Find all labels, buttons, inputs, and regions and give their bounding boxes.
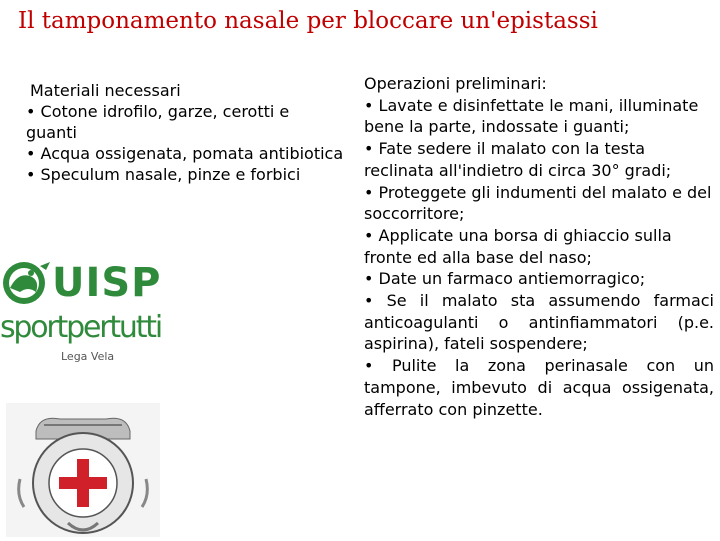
uisp-emblem-icon [0, 258, 52, 308]
list-item: • Date un farmaco antiemorragico; [364, 269, 646, 289]
preliminary-operations [364, 73, 714, 420]
list-item: • Fate sedere il malato con la testa reclinata all'indietro di circa 30° gradi; [364, 139, 672, 180]
uisp-subtitle: Lega Vela [61, 350, 115, 363]
uisp-logo [0, 258, 168, 370]
uisp-wordmark: UISP [52, 260, 162, 306]
cirm-logo [6, 403, 160, 537]
list-item: • Pulite la zona perinasale con un tampone, imbevuto di acqua ossigenata, afferrato con pinzette. [364, 356, 714, 419]
list-item: • Applicate una borsa di ghiaccio sulla fronte ed alla base del naso; [364, 225, 672, 267]
list-item: • Proteggete gli indumenti del malato e del soccorritore; [364, 182, 712, 224]
list-item: • Se il malato sta assumendo farmaci anticoagulanti o antinfiammatori (p.e. aspirina), fateli sospendere; [364, 291, 714, 354]
materials-heading: Materiali necessari [30, 81, 181, 100]
cirm-seal-icon [6, 403, 160, 537]
page-title: Il tamponamento nasale per bloccare un'epistassi [18, 8, 598, 34]
list-item: • Lavate e disinfettate le mani, illuminate bene la parte, indossate i guanti; [364, 95, 699, 137]
operations-heading: Operazioni preliminari: [364, 74, 547, 93]
materials-list [26, 80, 344, 185]
list-item: • Acqua ossigenata, pomata antibiotica [26, 144, 344, 163]
list-item: • Cotone idrofilo, garze, cerotti e guanti [26, 102, 290, 142]
uisp-tagline: sportpertutti [0, 310, 161, 345]
list-item: • Speculum nasale, pinze e forbici [26, 165, 301, 184]
